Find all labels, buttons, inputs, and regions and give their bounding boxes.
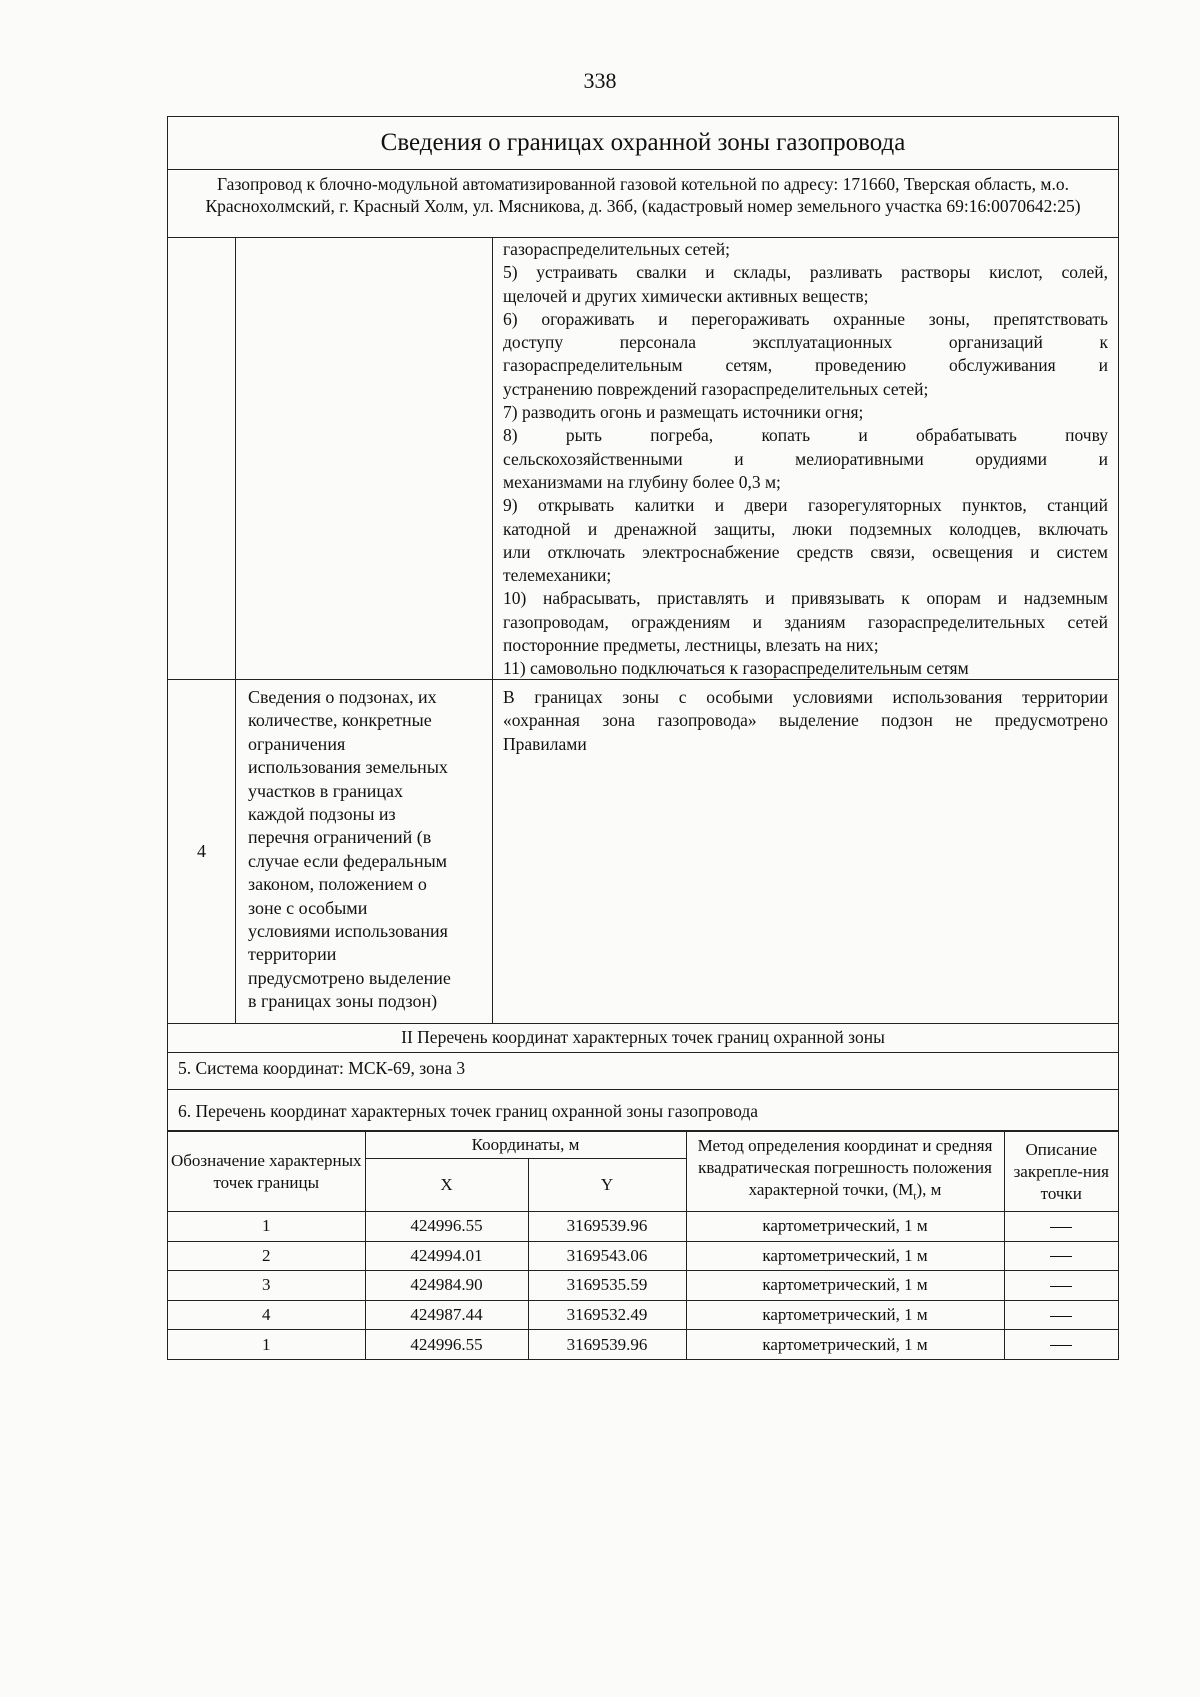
dash-mark <box>1050 1316 1072 1317</box>
cell-m: картометрический, 1 м <box>686 1300 1004 1330</box>
cell-n: 3 <box>168 1271 365 1301</box>
cell-x: 424996.55 <box>365 1330 528 1359</box>
cell-description <box>1004 1300 1118 1330</box>
cell-y: 3169532.49 <box>528 1300 686 1330</box>
cell-description <box>1004 1271 1118 1301</box>
cell-m: картометрический, 1 м <box>686 1241 1004 1271</box>
header-method: Метод определения координат и средняя квадратическая погрешность положения характерной точки, $(M_t)$, м <box>686 1132 1004 1212</box>
dash-mark <box>1050 1256 1072 1257</box>
cell-description <box>1004 1241 1118 1271</box>
table-row <box>168 1300 1118 1330</box>
text-line: посторонние предметы, лестницы, влезать на них; <box>503 635 879 656</box>
header-coordinates: Координаты, м <box>365 1132 686 1159</box>
text-line: телемеханики; <box>503 565 612 586</box>
label-line: ограничения <box>248 733 346 754</box>
table-row <box>168 1271 1118 1301</box>
row-number-cell: 4 <box>168 680 236 1023</box>
document-title: Сведения о границах охранной зоны газопровода <box>168 117 1118 170</box>
text-line: 11) самовольно подключаться к газораспределительным сетям <box>503 658 969 679</box>
label-line: законом, положением о <box>248 874 427 895</box>
text-line: 9) открывать калитки и двери газорегуляторных пунктов, станций <box>503 495 1108 516</box>
text-line: Правилами <box>503 733 587 754</box>
label-line: перечня ограничений (в <box>248 827 432 848</box>
cell-y: 3169535.59 <box>528 1271 686 1301</box>
header-y: Y <box>528 1159 686 1212</box>
text-line: 6) огораживать и перегораживать охранные зоны, препятствовать <box>503 308 1108 329</box>
label-line: использования земельных <box>248 757 448 778</box>
table-row <box>168 1330 1118 1359</box>
table-row <box>168 1241 1118 1271</box>
text-line: 7) разводить огонь и размещать источники огня; <box>503 402 864 423</box>
label-line: территории <box>248 944 337 965</box>
cell-y: 3169543.06 <box>528 1241 686 1271</box>
cell-x: 424987.44 <box>365 1300 528 1330</box>
table-row <box>168 1212 1118 1242</box>
dash-mark <box>1050 1345 1072 1346</box>
text-line: 5) устраивать свалки и склады, разливать растворы кислот, солей, <box>503 262 1108 283</box>
row-number-cell <box>168 238 236 679</box>
text-line: 8) рыть погреба, копать и обрабатывать почву <box>503 425 1108 446</box>
label-line: условиями использования <box>248 921 448 942</box>
cell-description <box>1004 1330 1118 1359</box>
cell-x: 424984.90 <box>365 1271 528 1301</box>
text-line: «охранная зона газопровода» выделение подзон не предусмотрено <box>503 710 1108 731</box>
label-line: количестве, конкретные <box>248 710 432 731</box>
restrictions-text <box>493 238 1118 679</box>
cell-n: 2 <box>168 1241 365 1271</box>
cell-m: картометрический, 1 м <box>686 1330 1004 1359</box>
zone-info-table <box>167 116 1119 1360</box>
cell-m: картометрический, 1 м <box>686 1271 1004 1301</box>
text-line: газораспределительных сетей; <box>503 239 730 259</box>
text-line: газопроводам, ограждениям и зданиям газораспределительных сетей <box>503 611 1108 632</box>
text-line: катодной и дренажной защиты, люки подземных колодцев, включать <box>503 518 1108 539</box>
coordinate-system: 5. Система координат: МСК-69, зона 3 <box>168 1053 1118 1090</box>
text-line: или отключать электроснабжение средств связи, освещения и систем <box>503 541 1108 562</box>
row-label-cell <box>236 238 493 679</box>
text-line: щелочей и других химически активных веществ; <box>503 285 869 306</box>
coordinates-table <box>168 1131 1118 1359</box>
text-line: доступу персонала эксплуатационных организаций к <box>503 332 1108 353</box>
label-line: зоне с особыми <box>248 897 368 918</box>
restrictions-row-continued <box>168 238 1118 680</box>
text-line: газораспределительным сетям, проведению обслуживания и <box>503 355 1108 376</box>
cell-description <box>1004 1212 1118 1242</box>
label-line: Сведения о подзонах, их <box>248 687 437 707</box>
header-x: X <box>365 1159 528 1212</box>
dash-mark <box>1050 1227 1072 1228</box>
cell-x: 424996.55 <box>365 1212 528 1242</box>
cell-y: 3169539.96 <box>528 1212 686 1242</box>
header-description: Описание закрепле-ния точки <box>1004 1132 1118 1212</box>
document-subtitle: Газопровод к блочно-модульной автоматизированной газовой котельной по адресу: 171660, Тверская область, м.о. Краснохолмский, г. Красный Холм, ул. Мясникова, д. 36б, (кадастровый номер земельного участка 69:16:0070642:25) <box>168 170 1118 238</box>
subzones-label <box>236 680 493 1023</box>
cell-y: 3169539.96 <box>528 1330 686 1359</box>
cell-x: 424994.01 <box>365 1241 528 1271</box>
text-line: устранению повреждений газораспределительных сетей; <box>503 378 929 399</box>
header-point: Обозначение характерных точек границы <box>168 1132 365 1212</box>
cell-n: 1 <box>168 1212 365 1242</box>
text-line: механизмами на глубину более 0,3 м; <box>503 471 781 492</box>
page-number: 338 <box>583 68 617 93</box>
label-line: каждой подзоны из <box>248 804 396 825</box>
label-line: участков в границах <box>248 780 403 801</box>
label-line: случае если федеральным <box>248 850 448 871</box>
label-line: в границах зоны подзон) <box>248 991 438 1012</box>
text-line: сельскохозяйственными и мелиоративными орудиями и <box>503 448 1108 469</box>
coordinate-list-title: 6. Перечень координат характерных точек границ охранной зоны газопровода <box>168 1090 1118 1131</box>
dash-mark <box>1050 1286 1072 1287</box>
section-2-title: II Перечень координат характерных точек границ охранной зоны <box>168 1024 1118 1053</box>
cell-n: 4 <box>168 1300 365 1330</box>
cell-n: 1 <box>168 1330 365 1359</box>
subzones-row <box>168 680 1118 1024</box>
label-line: предусмотрено выделение <box>248 967 451 988</box>
text-line: В границах зоны с особыми условиями использования территории <box>503 687 1108 707</box>
cell-m: картометрический, 1 м <box>686 1212 1004 1242</box>
subzones-text <box>493 680 1118 1023</box>
text-line: 10) набрасывать, приставлять и привязывать к опорам и надземным <box>503 588 1108 609</box>
